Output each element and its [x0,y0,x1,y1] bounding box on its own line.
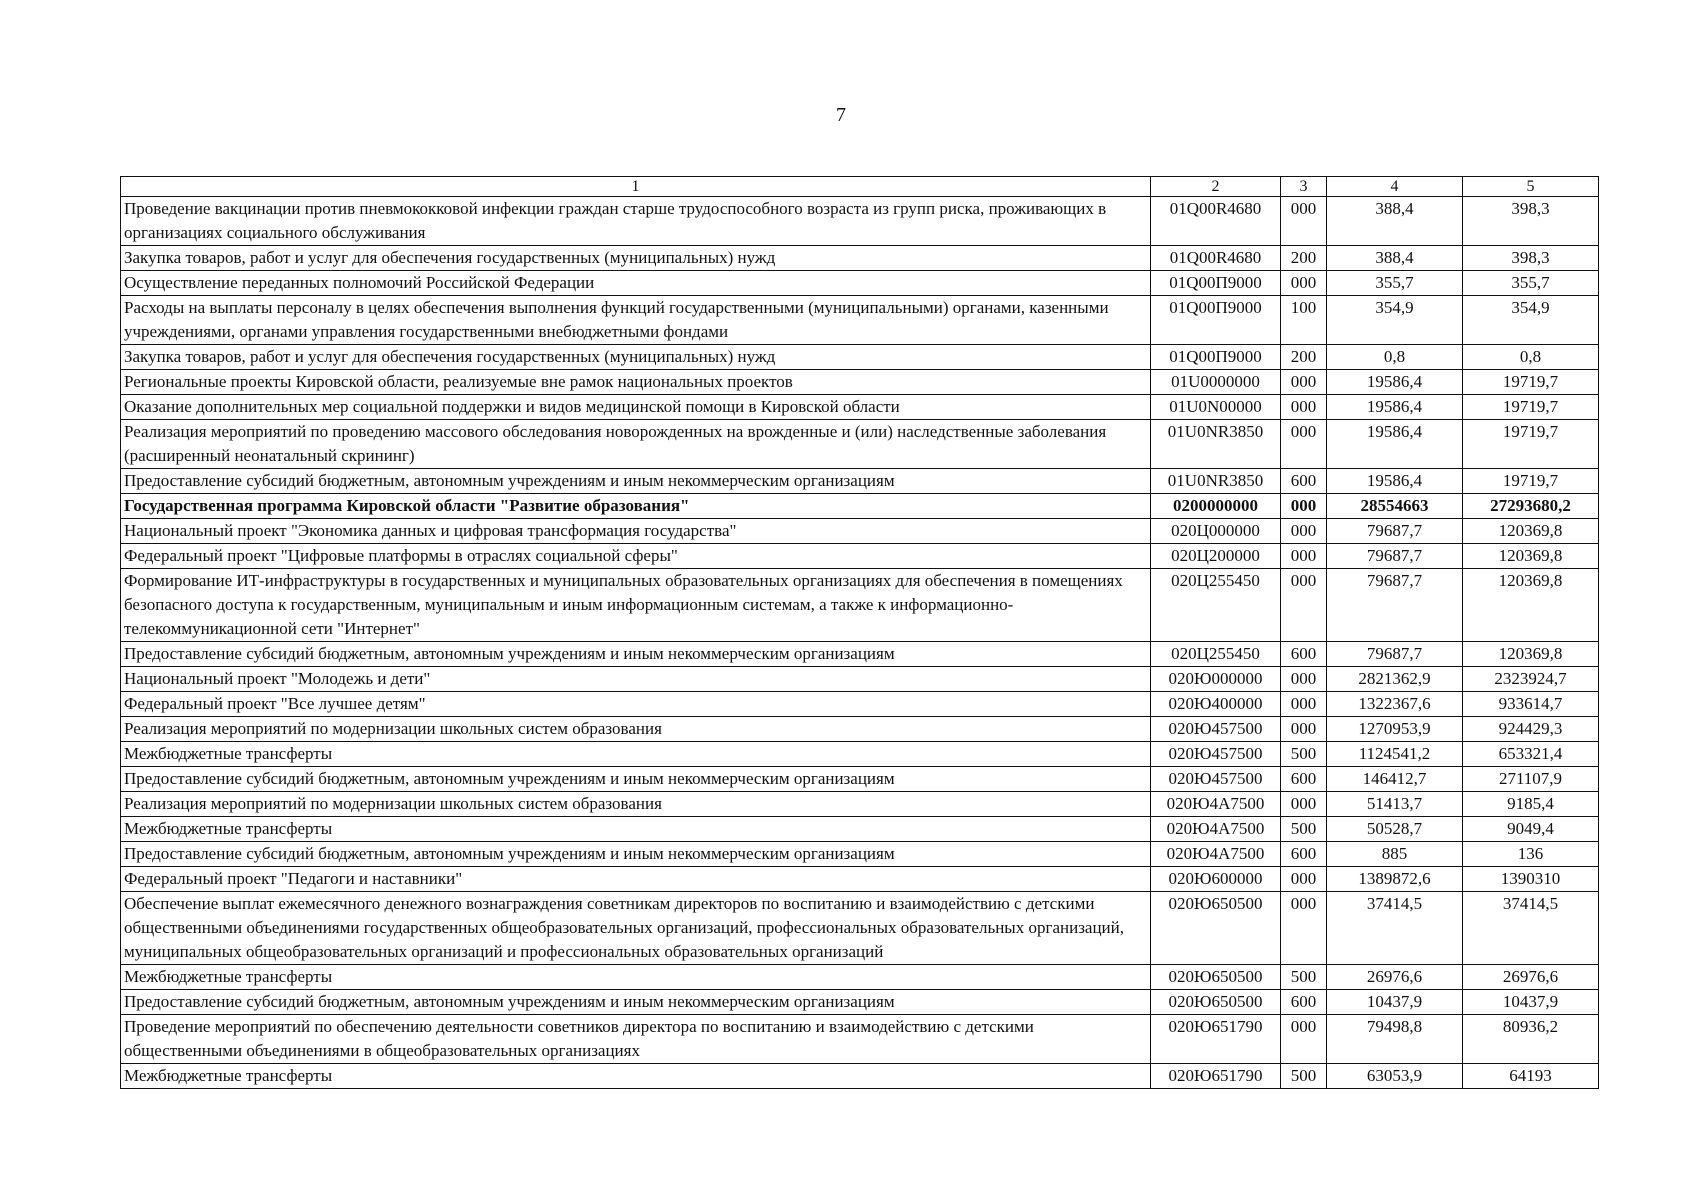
amount-year-2: 19719,7 [1463,469,1599,494]
header-row [121,177,1599,197]
target-code: 020Ц000000 [1151,519,1281,544]
amount-year-2: 120369,8 [1463,569,1599,642]
row-name: Предоставление субсидий бюджетным, автономным учреждениям и иным некоммерческим организациям [121,990,1151,1015]
expense-type: 000 [1281,1015,1327,1064]
table-row [121,717,1599,742]
amount-year-2: 37414,5 [1463,892,1599,965]
target-code: 020Ю400000 [1151,692,1281,717]
amount-year-2: 924429,3 [1463,717,1599,742]
amount-year-1: 355,7 [1327,271,1463,296]
header-col-1: 1 [121,177,1151,197]
amount-year-1: 51413,7 [1327,792,1463,817]
target-code: 020Ю651790 [1151,1064,1281,1089]
row-name: Предоставление субсидий бюджетным, автономным учреждениям и иным некоммерческим организациям [121,842,1151,867]
target-code: 020Ю457500 [1151,717,1281,742]
target-code: 020Ю651790 [1151,1015,1281,1064]
header-col-4: 4 [1327,177,1463,197]
row-name: Межбюджетные трансферты [121,1064,1151,1089]
amount-year-1: 79687,7 [1327,519,1463,544]
expense-type: 000 [1281,717,1327,742]
amount-year-2: 398,3 [1463,246,1599,271]
amount-year-2: 2323924,7 [1463,667,1599,692]
row-name: Реализация мероприятий по проведению массового обследования новорожденных на врожденные и (или) наследственные заболевания (расширенный неонатальный скрининг) [121,420,1151,469]
table-row [121,370,1599,395]
target-code: 020Ю650500 [1151,990,1281,1015]
table-row [121,817,1599,842]
expense-type: 000 [1281,569,1327,642]
table-row [121,296,1599,345]
target-code: 020Ц255450 [1151,642,1281,667]
target-code: 020Ю650500 [1151,965,1281,990]
target-code: 01U0NR3850 [1151,420,1281,469]
target-code: 020Ю600000 [1151,867,1281,892]
target-code: 020Ц255450 [1151,569,1281,642]
table-row [121,965,1599,990]
row-name: Проведение вакцинации против пневмококковой инфекции граждан старше трудоспособного возраста из групп риска, проживающих в организациях социального обслуживания [121,197,1151,246]
amount-year-2: 653321,4 [1463,742,1599,767]
amount-year-1: 0,8 [1327,345,1463,370]
table-row [121,892,1599,965]
amount-year-2: 120369,8 [1463,642,1599,667]
target-code: 01U0000000 [1151,370,1281,395]
row-name: Межбюджетные трансферты [121,742,1151,767]
row-name: Закупка товаров, работ и услуг для обеспечения государственных (муниципальных) нужд [121,246,1151,271]
target-code: 020Ю4А7500 [1151,842,1281,867]
amount-year-2: 1390310 [1463,867,1599,892]
table-body [121,197,1599,1089]
amount-year-2: 80936,2 [1463,1015,1599,1064]
amount-year-2: 398,3 [1463,197,1599,246]
target-code: 01Q00П9000 [1151,271,1281,296]
amount-year-1: 1270953,9 [1327,717,1463,742]
amount-year-2: 136 [1463,842,1599,867]
table-row [121,692,1599,717]
expense-type: 000 [1281,544,1327,569]
expense-type: 100 [1281,296,1327,345]
amount-year-2: 355,7 [1463,271,1599,296]
expense-type: 200 [1281,246,1327,271]
target-code: 020Ю000000 [1151,667,1281,692]
row-name: Осуществление переданных полномочий Российской Федерации [121,271,1151,296]
amount-year-2: 9049,4 [1463,817,1599,842]
table-row [121,990,1599,1015]
row-name: Национальный проект "Молодежь и дети" [121,667,1151,692]
row-name: Федеральный проект "Педагоги и наставники" [121,867,1151,892]
table-row [121,667,1599,692]
table-row [121,642,1599,667]
row-name: Национальный проект "Экономика данных и цифровая трансформация государства" [121,519,1151,544]
amount-year-1: 388,4 [1327,246,1463,271]
row-name: Государственная программа Кировской области "Развитие образования" [121,494,1151,519]
expense-type: 500 [1281,1064,1327,1089]
target-code: 0200000000 [1151,494,1281,519]
expense-type: 000 [1281,519,1327,544]
amount-year-1: 885 [1327,842,1463,867]
target-code: 01Q00R4680 [1151,246,1281,271]
row-name: Формирование ИТ-инфраструктуры в государственных и муниципальных образовательных организациях для обеспечения в помещениях безопасного доступа к государственным, муниципальным и иным информационным системам, а также к информационно-телекоммуникационной сети "Интернет" [121,569,1151,642]
table-row [121,395,1599,420]
table-row [121,469,1599,494]
amount-year-1: 37414,5 [1327,892,1463,965]
target-code: 020Ю457500 [1151,742,1281,767]
table-row [121,1015,1599,1064]
amount-year-2: 19719,7 [1463,420,1599,469]
amount-year-1: 79687,7 [1327,569,1463,642]
amount-year-1: 1322367,6 [1327,692,1463,717]
amount-year-2: 19719,7 [1463,395,1599,420]
target-code: 01Q00П9000 [1151,345,1281,370]
amount-year-1: 26976,6 [1327,965,1463,990]
amount-year-1: 79687,7 [1327,642,1463,667]
target-code: 01U0N00000 [1151,395,1281,420]
header-col-2: 2 [1151,177,1281,197]
table-row [121,767,1599,792]
amount-year-1: 63053,9 [1327,1064,1463,1089]
target-code: 020Ю4А7500 [1151,817,1281,842]
amount-year-1: 19586,4 [1327,469,1463,494]
row-name: Оказание дополнительных мер социальной поддержки и видов медицинской помощи в Кировской области [121,395,1151,420]
table-row [121,197,1599,246]
table-row [121,742,1599,767]
row-name: Реализация мероприятий по модернизации школьных систем образования [121,717,1151,742]
table-row [121,544,1599,569]
expense-type: 000 [1281,494,1327,519]
expense-type: 000 [1281,792,1327,817]
amount-year-1: 19586,4 [1327,420,1463,469]
amount-year-1: 19586,4 [1327,370,1463,395]
expense-type: 600 [1281,469,1327,494]
amount-year-2: 10437,9 [1463,990,1599,1015]
target-code: 020Ц200000 [1151,544,1281,569]
expense-type: 200 [1281,345,1327,370]
row-name: Предоставление субсидий бюджетным, автономным учреждениям и иным некоммерческим организациям [121,642,1151,667]
expense-type: 000 [1281,892,1327,965]
expense-type: 000 [1281,370,1327,395]
row-name: Закупка товаров, работ и услуг для обеспечения государственных (муниципальных) нужд [121,345,1151,370]
amount-year-2: 64193 [1463,1064,1599,1089]
amount-year-2: 933614,7 [1463,692,1599,717]
table-row [121,271,1599,296]
row-name: Межбюджетные трансферты [121,817,1151,842]
row-name: Проведение мероприятий по обеспечению деятельности советников директора по воспитанию и взаимодействию с детскими общественными объединениями в общеобразовательных организациях [121,1015,1151,1064]
table-row [121,420,1599,469]
row-name: Обеспечение выплат ежемесячного денежного вознаграждения советникам директоров по воспитанию и взаимодействию с детскими общественными объединениями государственных общеобразовательных организаций, профессиональных образовательных организаций, муниципальных общеобразовательных организаций и профессиональных образовательных организаций [121,892,1151,965]
table-row [121,792,1599,817]
table-row [121,569,1599,642]
amount-year-2: 19719,7 [1463,370,1599,395]
amount-year-1: 1389872,6 [1327,867,1463,892]
amount-year-1: 50528,7 [1327,817,1463,842]
target-code: 01Q00R4680 [1151,197,1281,246]
amount-year-1: 2821362,9 [1327,667,1463,692]
table-row [121,842,1599,867]
row-name: Межбюджетные трансферты [121,965,1151,990]
table-row [121,867,1599,892]
expense-type: 000 [1281,420,1327,469]
table-row [121,1064,1599,1089]
amount-year-1: 28554663 [1327,494,1463,519]
amount-year-1: 10437,9 [1327,990,1463,1015]
amount-year-1: 79498,8 [1327,1015,1463,1064]
page-number: 7 [836,104,846,126]
row-name: Расходы на выплаты персоналу в целях обеспечения выполнения функций государственными (муниципальными) органами, казенными учреждениями, органами управления государственными внебюджетными фондами [121,296,1151,345]
amount-year-2: 26976,6 [1463,965,1599,990]
expense-type: 600 [1281,642,1327,667]
table-row [121,345,1599,370]
amount-year-1: 146412,7 [1327,767,1463,792]
amount-year-1: 19586,4 [1327,395,1463,420]
row-name: Федеральный проект "Цифровые платформы в отраслях социальной сферы" [121,544,1151,569]
row-name: Реализация мероприятий по модернизации школьных систем образования [121,792,1151,817]
expense-type: 000 [1281,197,1327,246]
expense-type: 000 [1281,867,1327,892]
table-row [121,519,1599,544]
expense-type: 600 [1281,990,1327,1015]
row-name: Предоставление субсидий бюджетным, автономным учреждениям и иным некоммерческим организациям [121,767,1151,792]
amount-year-2: 27293680,2 [1463,494,1599,519]
amount-year-2: 120369,8 [1463,519,1599,544]
expense-type: 500 [1281,817,1327,842]
expense-type: 600 [1281,767,1327,792]
header-col-5: 5 [1463,177,1599,197]
expense-type: 500 [1281,965,1327,990]
target-code: 020Ю4А7500 [1151,792,1281,817]
row-name: Предоставление субсидий бюджетным, автономным учреждениям и иным некоммерческим организациям [121,469,1151,494]
row-name: Региональные проекты Кировской области, реализуемые вне рамок национальных проектов [121,370,1151,395]
table-row [121,494,1599,519]
target-code: 020Ю650500 [1151,892,1281,965]
header-col-3: 3 [1281,177,1327,197]
row-name: Федеральный проект "Все лучшее детям" [121,692,1151,717]
amount-year-2: 354,9 [1463,296,1599,345]
amount-year-1: 354,9 [1327,296,1463,345]
expense-type: 000 [1281,271,1327,296]
amount-year-1: 79687,7 [1327,544,1463,569]
target-code: 01Q00П9000 [1151,296,1281,345]
target-code: 020Ю457500 [1151,767,1281,792]
amount-year-1: 1124541,2 [1327,742,1463,767]
amount-year-2: 271107,9 [1463,767,1599,792]
amount-year-2: 0,8 [1463,345,1599,370]
expense-type: 500 [1281,742,1327,767]
expense-type: 000 [1281,395,1327,420]
target-code: 01U0NR3850 [1151,469,1281,494]
amount-year-1: 388,4 [1327,197,1463,246]
table-row [121,246,1599,271]
expense-type: 600 [1281,842,1327,867]
expense-type: 000 [1281,692,1327,717]
expense-type: 000 [1281,667,1327,692]
budget-table [120,176,1599,1089]
amount-year-2: 120369,8 [1463,544,1599,569]
amount-year-2: 9185,4 [1463,792,1599,817]
